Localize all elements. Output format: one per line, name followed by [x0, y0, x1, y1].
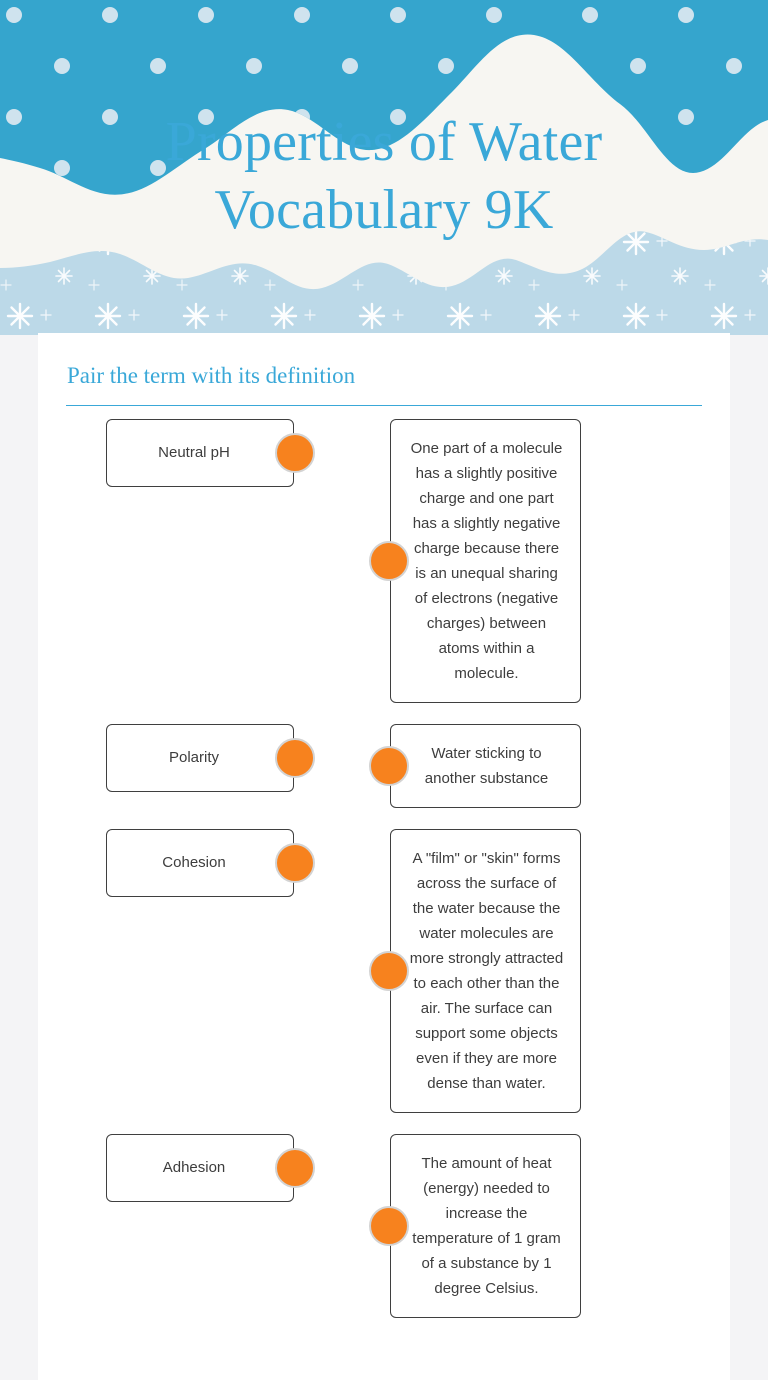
page-title-line-1: Properties of Water	[165, 111, 603, 173]
term-label: Adhesion	[162, 1159, 226, 1176]
instruction-heading: Pair the term with its definition	[67, 363, 356, 388]
connector-dot-icon[interactable]	[275, 843, 315, 883]
term-box[interactable]	[106, 419, 294, 487]
definition-text: One part of a molecule has a slightly positive charge and one part has a slightly negative charge because there is an unequal sharing of electrons (negative charges) between atoms within a molecule.	[410, 440, 563, 682]
definition-column	[381, 1134, 702, 1318]
term-column	[66, 829, 381, 897]
connector-dot-icon[interactable]	[369, 951, 409, 991]
term-label: Polarity	[168, 749, 220, 766]
heading-divider	[66, 405, 702, 406]
connector-dot-icon[interactable]	[275, 738, 315, 778]
connector-dot-icon[interactable]	[369, 541, 409, 581]
match-row	[66, 1134, 702, 1318]
header-wave-art	[0, 0, 768, 335]
definition-text: A "film" or "skin" forms across the surface of the water because the water molecules are more strongly attracted to each other than the air. The surface can support some objects even if they are more dense than water.	[409, 850, 564, 1092]
match-row	[66, 829, 702, 1113]
term-column	[66, 724, 381, 792]
definition-column	[381, 724, 702, 808]
definition-column	[381, 829, 702, 1113]
term-column	[66, 419, 381, 487]
definition-box[interactable]	[390, 419, 581, 703]
definition-text: Water sticking to another substance	[424, 745, 549, 787]
definition-text: The amount of heat (energy) needed to increase the temperature of 1 gram of a substance by 1 degree Celsius.	[412, 1155, 561, 1297]
term-box[interactable]	[106, 724, 294, 792]
term-label: Cohesion	[162, 854, 226, 871]
connector-dot-icon[interactable]	[369, 746, 409, 786]
definition-box[interactable]	[390, 1134, 581, 1318]
match-row	[66, 419, 702, 703]
connector-dot-icon[interactable]	[369, 1206, 409, 1246]
definition-column	[381, 419, 702, 703]
worksheet-card	[38, 333, 730, 1380]
term-box[interactable]	[106, 1134, 294, 1202]
definition-box[interactable]	[390, 724, 581, 808]
page-title-line-2: Vocabulary 9K	[214, 179, 554, 241]
term-column	[66, 1134, 381, 1202]
connector-dot-icon[interactable]	[275, 1148, 315, 1188]
definition-box[interactable]	[390, 829, 581, 1113]
matching-list	[66, 419, 702, 1318]
header-decoration	[0, 0, 768, 335]
term-box[interactable]	[106, 829, 294, 897]
connector-dot-icon[interactable]	[275, 433, 315, 473]
term-label: Neutral pH	[158, 444, 230, 461]
match-row	[66, 724, 702, 808]
